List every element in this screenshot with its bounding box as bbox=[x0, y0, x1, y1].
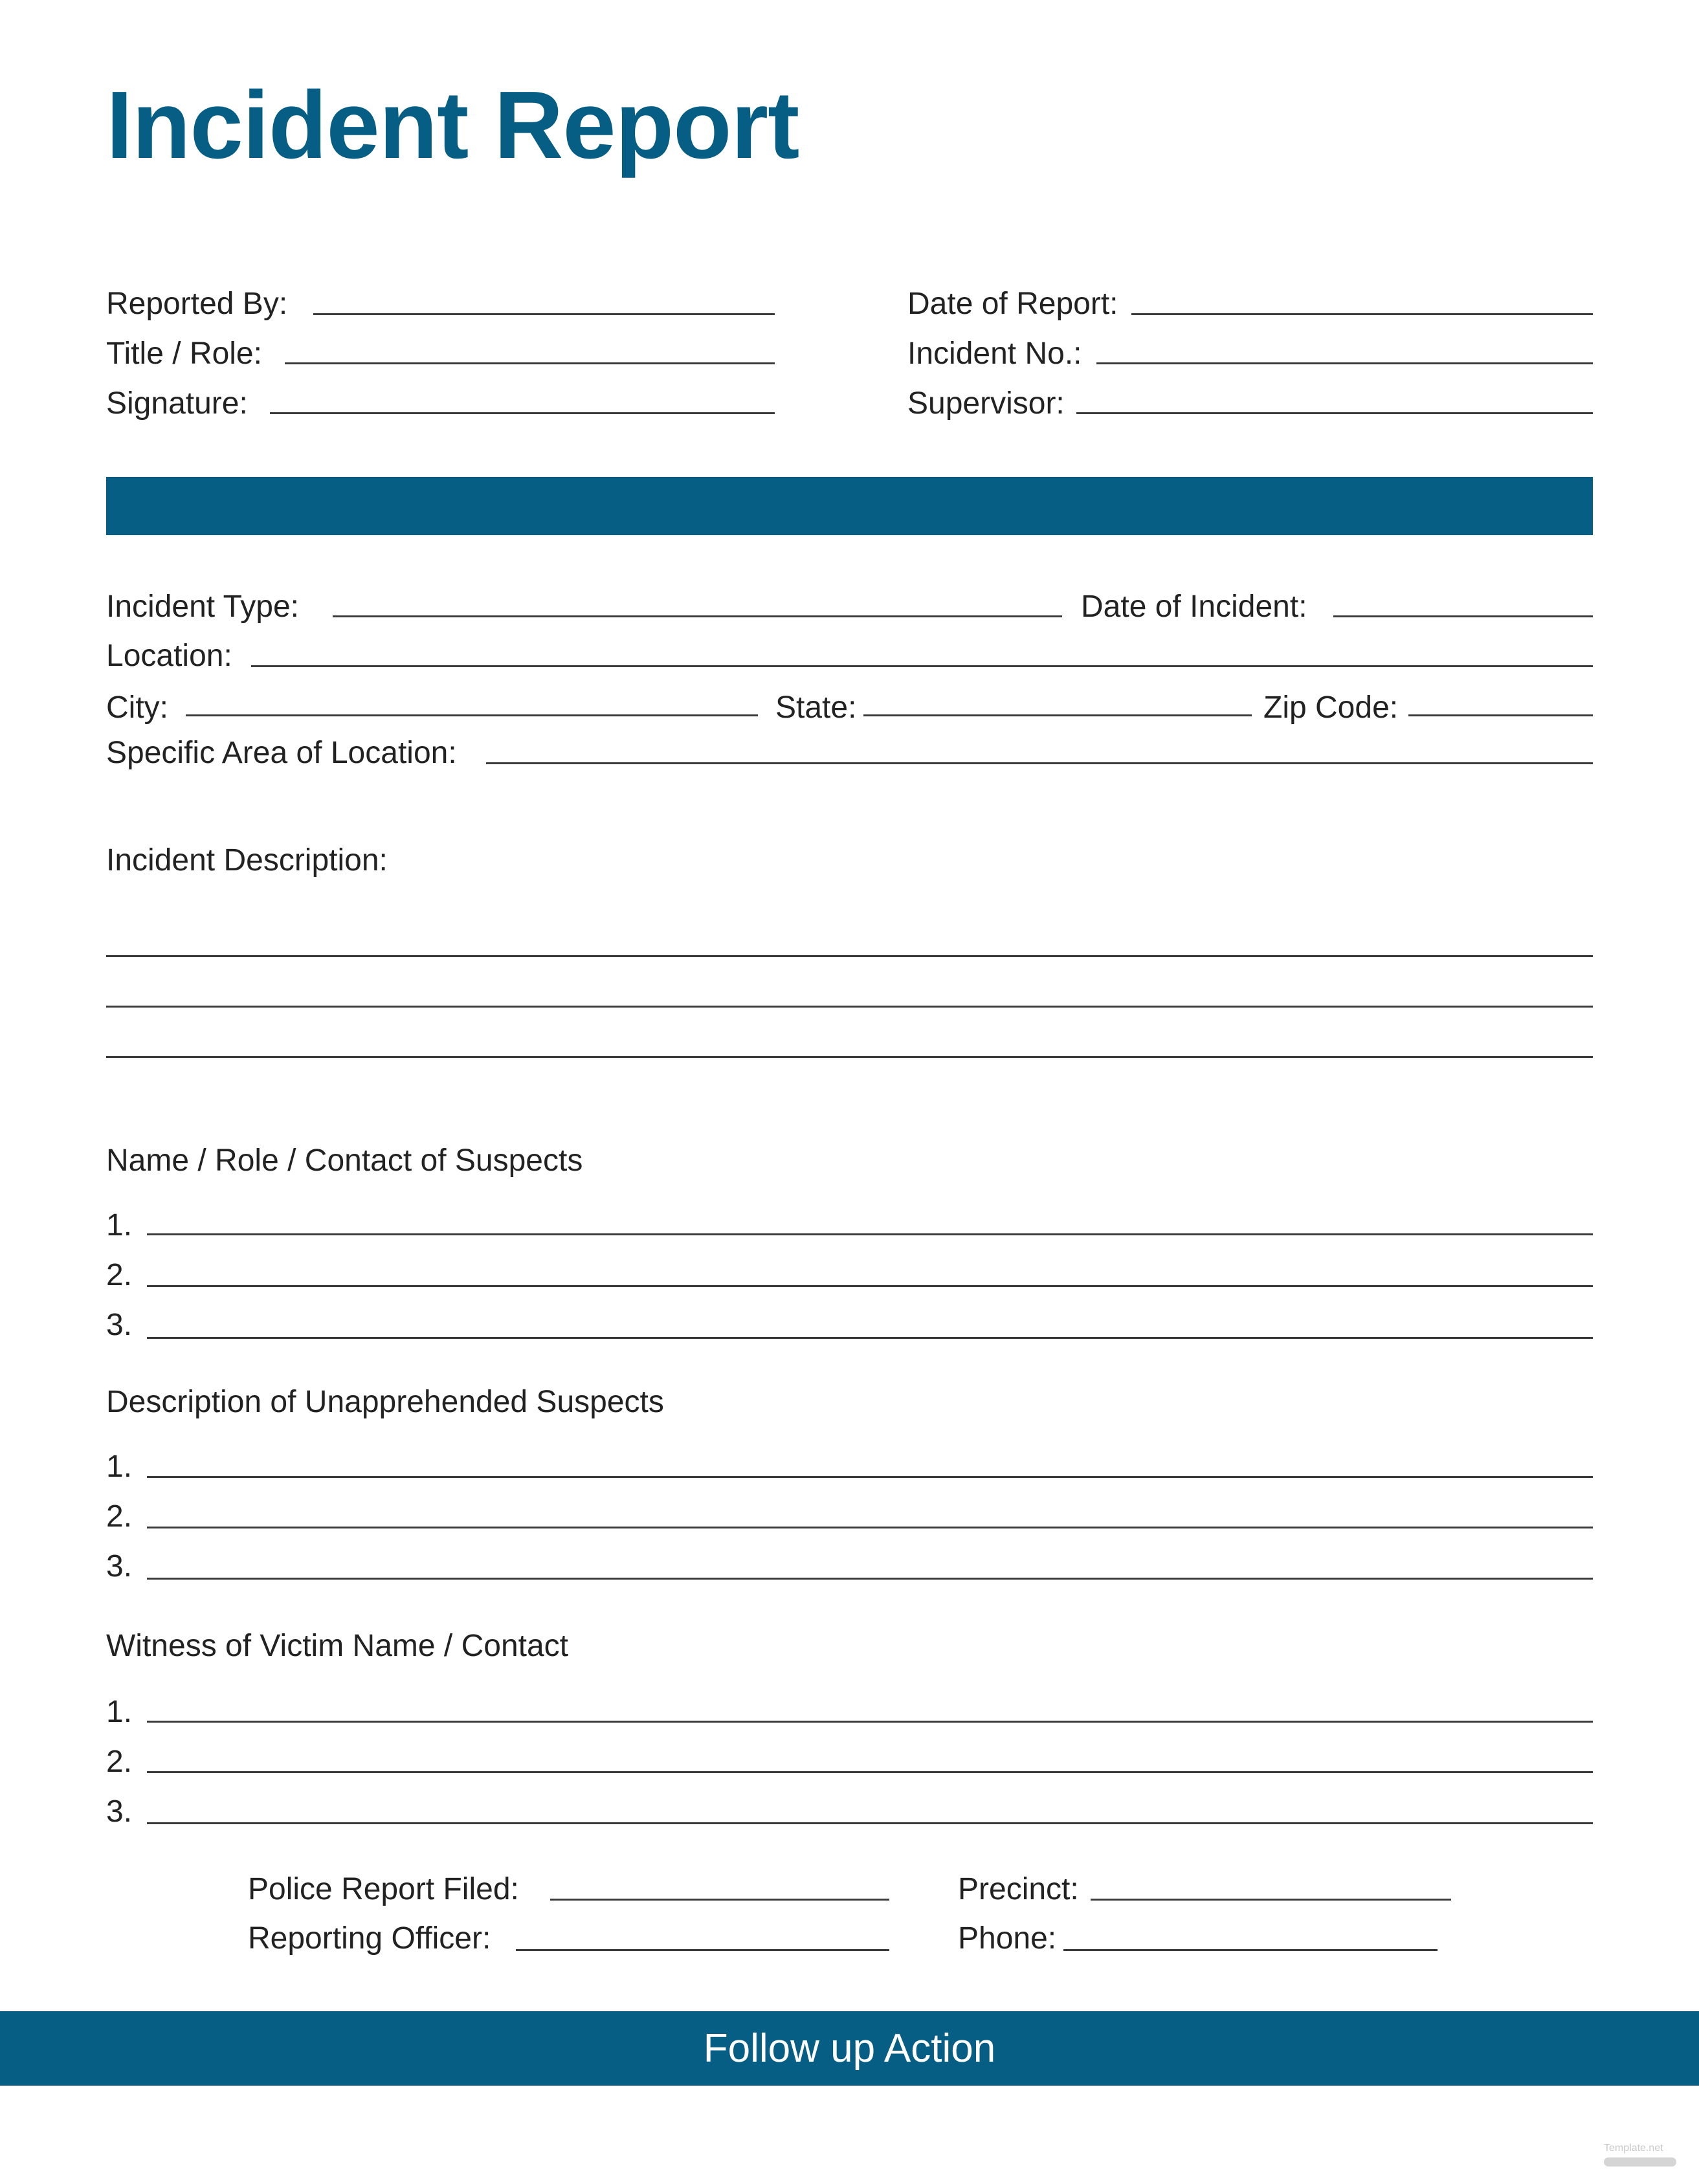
witness-heading: Witness of Victim Name / Contact bbox=[106, 1629, 568, 1663]
location-label: Location: bbox=[106, 639, 232, 673]
incident-type-label: Incident Type: bbox=[106, 590, 299, 624]
specific-area-label: Specific Area of Location: bbox=[106, 736, 457, 770]
witness-line-1[interactable] bbox=[147, 1721, 1593, 1723]
reported-by-field[interactable] bbox=[313, 313, 775, 315]
reporting-officer-label: Reporting Officer: bbox=[248, 1921, 491, 1956]
witness-line-2[interactable] bbox=[147, 1771, 1593, 1773]
precinct-label: Precinct: bbox=[958, 1872, 1079, 1906]
reporting-officer-field[interactable] bbox=[516, 1949, 889, 1951]
unapprehended-item-number: 1. bbox=[106, 1450, 133, 1484]
state-label: State: bbox=[775, 690, 857, 725]
phone-field[interactable] bbox=[1063, 1949, 1438, 1951]
title-role-label: Title / Role: bbox=[106, 336, 262, 371]
police-report-filed-field[interactable] bbox=[550, 1899, 889, 1901]
suspects-item-number: 2. bbox=[106, 1258, 133, 1292]
suspects-line-3[interactable] bbox=[147, 1337, 1593, 1339]
description-line-3[interactable] bbox=[106, 1056, 1593, 1058]
unapprehended-line-2[interactable] bbox=[147, 1527, 1593, 1528]
footer-banner-text: Follow up Action bbox=[703, 2026, 996, 2071]
supervisor-label: Supervisor: bbox=[907, 386, 1065, 421]
incident-type-field[interactable] bbox=[333, 615, 1062, 617]
reported-by-label: Reported By: bbox=[106, 287, 288, 321]
unapprehended-item-number: 2. bbox=[106, 1499, 133, 1534]
incident-description-label: Incident Description: bbox=[106, 843, 388, 877]
suspects-line-2[interactable] bbox=[147, 1285, 1593, 1287]
page-title: Incident Report bbox=[106, 72, 799, 179]
specific-area-field[interactable] bbox=[486, 762, 1593, 764]
witness-item-number: 2. bbox=[106, 1745, 133, 1779]
unapprehended-line-1[interactable] bbox=[147, 1476, 1593, 1478]
signature-field[interactable] bbox=[270, 412, 775, 414]
description-line-1[interactable] bbox=[106, 955, 1593, 957]
phone-label: Phone: bbox=[958, 1921, 1057, 1956]
suspects-item-number: 1. bbox=[106, 1208, 133, 1242]
signature-label: Signature: bbox=[106, 386, 248, 421]
zip-code-field[interactable] bbox=[1408, 714, 1593, 716]
suspects-item-number: 3. bbox=[106, 1308, 133, 1342]
unapprehended-line-3[interactable] bbox=[147, 1578, 1593, 1580]
precinct-field[interactable] bbox=[1091, 1899, 1451, 1901]
date-of-report-field[interactable] bbox=[1131, 313, 1593, 315]
unapprehended-heading: Description of Unapprehended Suspects bbox=[106, 1385, 664, 1419]
location-field[interactable] bbox=[251, 665, 1593, 667]
watermark-text: Template.net bbox=[1604, 2143, 1663, 2154]
title-role-field[interactable] bbox=[285, 362, 775, 364]
description-line-2[interactable] bbox=[106, 1006, 1593, 1008]
witness-item-number: 3. bbox=[106, 1794, 133, 1829]
witness-line-3[interactable] bbox=[147, 1822, 1593, 1824]
suspects-line-1[interactable] bbox=[147, 1233, 1593, 1235]
state-field[interactable] bbox=[863, 714, 1252, 716]
unapprehended-item-number: 3. bbox=[106, 1549, 133, 1583]
section-divider-bar bbox=[106, 477, 1593, 535]
date-of-report-label: Date of Report: bbox=[907, 287, 1118, 321]
watermark-badge bbox=[1604, 2157, 1676, 2167]
incident-no-label: Incident No.: bbox=[907, 336, 1082, 371]
city-label: City: bbox=[106, 690, 168, 725]
date-of-incident-field[interactable] bbox=[1333, 615, 1593, 617]
witness-item-number: 1. bbox=[106, 1695, 133, 1729]
city-field[interactable] bbox=[186, 714, 758, 716]
supervisor-field[interactable] bbox=[1076, 412, 1593, 414]
police-report-filed-label: Police Report Filed: bbox=[248, 1872, 519, 1906]
incident-no-field[interactable] bbox=[1096, 362, 1593, 364]
date-of-incident-label: Date of Incident: bbox=[1081, 590, 1307, 624]
suspects-heading: Name / Role / Contact of Suspects bbox=[106, 1143, 583, 1178]
zip-code-label: Zip Code: bbox=[1263, 690, 1399, 725]
